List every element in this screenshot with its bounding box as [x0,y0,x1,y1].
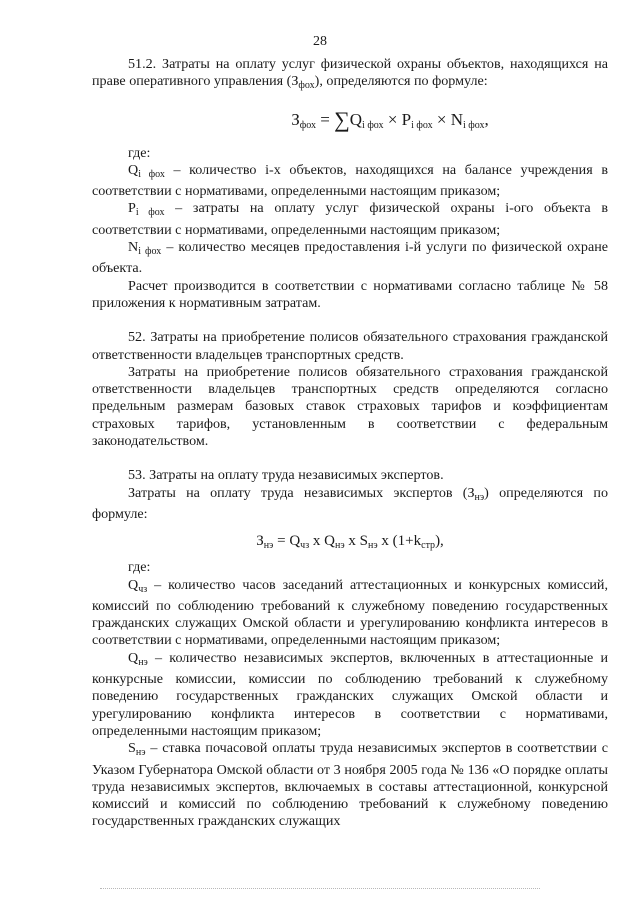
definition-q-foh [92,162,608,201]
scan-artifact-line [100,888,540,889]
f2-end: ), [435,533,444,550]
definition-q-ne [92,650,608,740]
p-def-text: – затраты на оплату услуг физической охраны i-ого объекта в соответствии с нормативами, определенными настоящим приказом; [92,200,608,238]
n-def-symbol: N [128,239,139,256]
f2-q1-sub: чз [300,540,310,552]
where-label-2: где: [128,559,151,576]
f1-times1: × [383,109,402,129]
f2-lhs: З [256,533,264,550]
f2-q2: Q [324,533,335,550]
f1-q-sub: i фох [362,119,384,131]
qchz-symbol: Q [128,576,139,593]
f2-q2-sub: нэ [335,540,345,552]
f1-lhs: З [291,109,300,129]
definition-s-ne [92,740,608,830]
s53-text-end: ) определяются по формуле: [92,484,608,522]
qne-symbol: Q [128,649,139,666]
f1-eq: = [315,109,335,129]
section-52-title: 52. Затраты на приобретение полисов обязательного страхования гражданской ответственности владельцев транспортных средств. [92,329,608,363]
section-53-body [92,485,608,524]
q-def-symbol: Q [128,161,139,178]
f2-x2: x [344,533,360,550]
f2-lhs-sub: нэ [263,540,274,552]
f2-s: S [359,533,368,550]
paragraph-51-2 [92,56,608,95]
f2-k-sub: стр [421,540,436,552]
formula-independent-experts [92,523,608,559]
qne-text: – количество независимых экспертов, включенных в аттестационные и конкурсные комиссии, комиссии по соблюдению требований к служебному поведению государственных гражданских служащих Омской области и урегулированию конфликта интересов в соответствии с нормативами, определенными настоящим приказом; [92,649,608,739]
section-52-body: Затраты на приобретение полисов обязательного страхования гражданской ответственности владельцев транспортных средств определяются согласно предельным размерам базовых ставок страховых тарифов и коэффициентам страховых тарифов, установленным в соответствии с федеральным законодательством. [92,363,608,450]
spacer [92,312,608,329]
definition-n-foh [92,239,608,278]
p-def-symbol: P [128,200,136,217]
formula-physical-security [92,95,608,145]
section-53-title: 53. Затраты на оплату труда независимых экспертов. [128,467,444,484]
sne-text: – ставка почасовой оплаты труда независимых экспертов в соответствии с Указом Губернатора Омской области от 3 ноября 2005 года № 136 «О порядке оплаты труда независимых экспертов, включаемых в составы аттестационной, конкурсной комиссий и комиссий по соблюдению требований к служебному поведению государственных гражданских служащих [92,740,608,830]
f2-s-sub: нэ [368,540,378,552]
where-label-1: где: [128,144,151,161]
definition-q-chz [92,577,608,650]
qchz-subscript: чз [138,583,148,595]
p1-text: 51.2. Затраты на оплату услуг физической охраны объектов, находящихся на праве оперативного управления (З [92,56,608,90]
sum-symbol: ∑ [334,106,350,132]
f2-eq: = [273,533,290,550]
f2-bracket: (1+k [392,533,422,550]
q-def-text: – количество i-х объектов, находящихся на балансе учреждения в соответствии с нормативами, определенными настоящим приказом; [92,161,608,200]
q-def-subscript: i фох [138,168,165,180]
page-number: 28 [313,34,327,49]
p-def-subscript: i фох [135,207,165,219]
qne-subscript: нэ [138,656,148,668]
sne-subscript: нэ [135,747,146,759]
f2-q1: Q [289,533,301,550]
s53-text: Затраты на оплату труда независимых экспертов (З [128,484,475,501]
f2-x3: x [377,533,393,550]
qchz-text: – количество часов заседаний аттестационных и конкурсных комиссий, комиссий по соблюдению требований к служебному поведению государственных гражданских служащих Омской области и урегулированию конфликта интересов в соответствии с нормативами, определенными настоящим приказом; [92,576,608,649]
f1-p-sub: i фох [411,119,433,131]
document-body [92,56,608,831]
n-def-text: – количество месяцев предоставления i-й услуги по физической охране объекта. [92,239,608,277]
p1-text-end: ), определяются по формуле: [314,73,488,90]
f1-times2: × [432,109,451,129]
f1-n-sub: i фох [463,119,485,131]
n-def-subscript: i фох [138,246,162,258]
s53-subscript: нэ [474,491,485,503]
p1-subscript: фох [298,80,315,92]
f1-lhs-sub: фох [299,119,316,131]
sne-symbol: S [128,740,136,757]
f1-end: , [484,109,489,129]
calculation-note: Расчет производится в соответствии с нормативами согласно таблице № 58 приложения к нормативным затратам. [92,277,608,311]
f1-n: N [450,109,464,129]
f1-p: P [401,109,412,129]
f2-x1: x [309,533,325,550]
definition-p-foh [92,200,608,239]
spacer [92,450,608,467]
f1-q: Q [349,109,363,129]
